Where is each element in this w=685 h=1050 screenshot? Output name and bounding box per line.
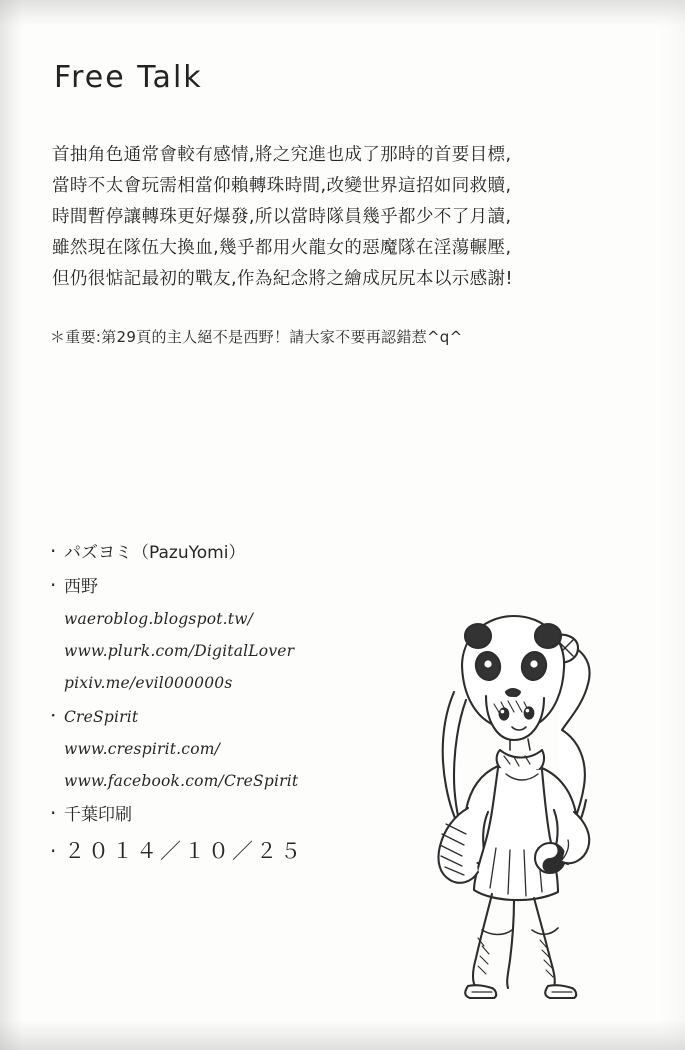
credit-item-date: · ２０１４／１０／２５: [50, 831, 410, 871]
scan-edge-top: [0, 0, 685, 26]
body-line: 時間暫停讓轉珠更好爆發,所以當時隊員幾乎都少不了月讀,: [52, 207, 512, 227]
panda-hood-girl-illustration: [382, 600, 632, 1000]
scan-edge-left: [0, 0, 22, 1050]
credit-link-facebook[interactable]: www.facebook.com/CreSpirit: [64, 772, 299, 790]
credit-link-pixiv[interactable]: pixiv.me/evil000000s: [64, 674, 233, 692]
credits-list: [50, 535, 410, 871]
credit-link-plurk[interactable]: www.plurk.com/DigitalLover: [64, 642, 295, 660]
body-line: 當時不太會玩需相當仰賴轉珠時間,改變世界這招如同救贖,: [52, 176, 512, 196]
body-line: 首抽角色通常會較有感情,將之究進也成了那時的首要目標,: [52, 145, 512, 165]
important-note: ＊重要:第29頁的主人絕不是西野！請大家不要再認錯惹^q^: [50, 328, 463, 346]
credit-item-printer: · 千葉印刷: [50, 797, 410, 831]
credit-item-crespirit: · CreSpirit: [50, 699, 410, 733]
credit-link-blog[interactable]: waeroblog.blogspot.tw/: [64, 610, 254, 628]
free-talk-body: [52, 140, 612, 295]
body-line: 雖然現在隊伍大換血,幾乎都用火龍女的惡魔隊在淫蕩輾壓,: [52, 238, 512, 258]
body-line: 但仍很惦記最初的戰友,作為紀念將之繪成尻尻本以示感謝!: [52, 269, 513, 289]
scan-edge-bottom: [0, 1020, 685, 1050]
credit-link-crespirit-site[interactable]: www.crespirit.com/: [64, 740, 221, 758]
page-title: Free Talk: [54, 60, 203, 95]
credit-item-author-alt: · 西野: [50, 569, 410, 603]
credit-item-author-jp: · パズヨミ（PazuYomi）: [50, 535, 410, 569]
